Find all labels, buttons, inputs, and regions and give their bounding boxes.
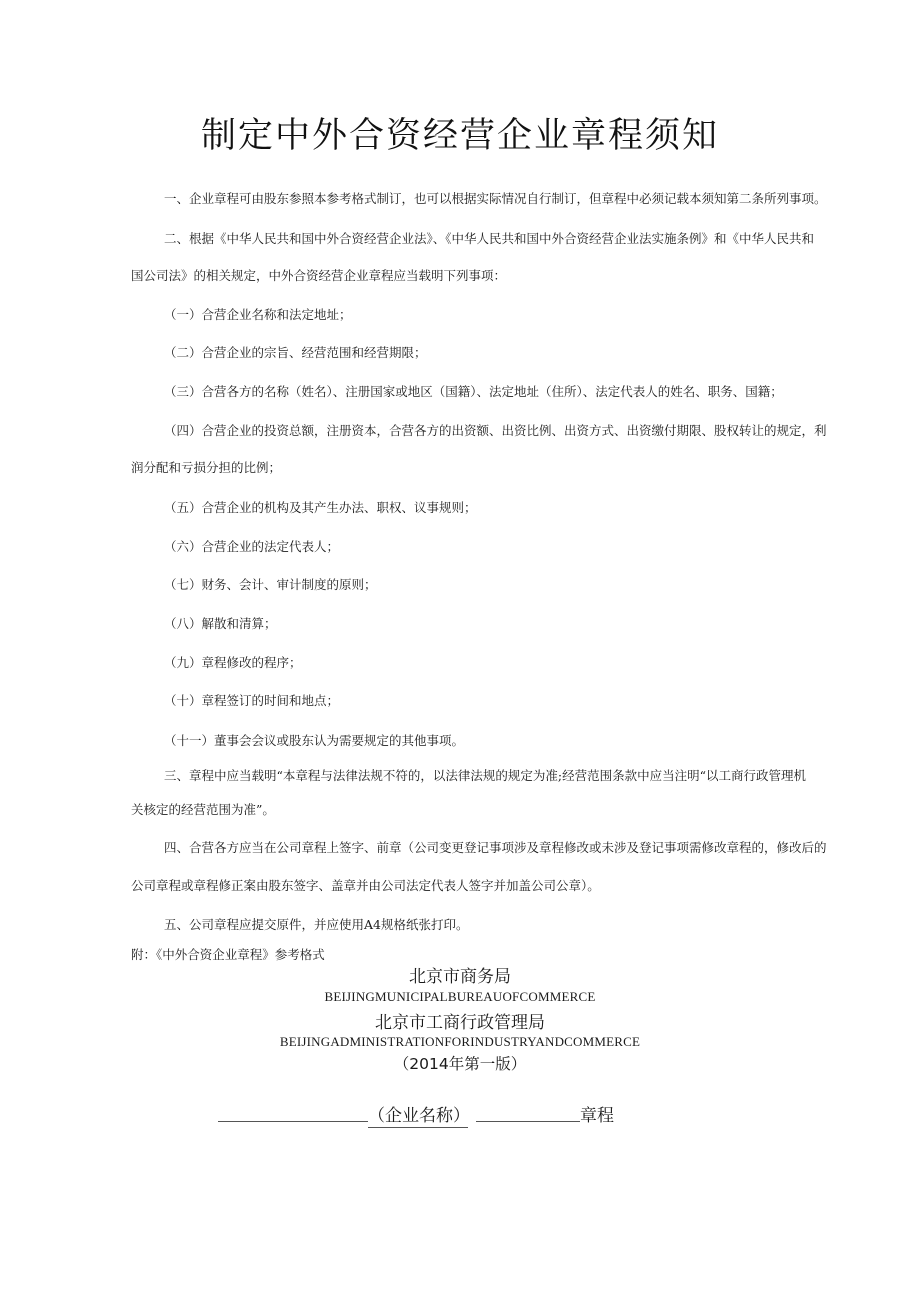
item-9: （九）章程修改的程序； (164, 655, 302, 670)
paragraph-4-line-2: 公司章程或章程修正案由股东签字、盖章并由公司法定代表人签字并加盖公司公章）。 (131, 878, 600, 893)
charter-suffix: 章程 (580, 1106, 614, 1126)
company-name-placeholder: （企业名称） (368, 1101, 468, 1128)
item-4-line-2: 润分配和亏损分担的比例； (131, 460, 282, 475)
edition-label: （2014年第一版） (393, 1055, 527, 1073)
bureau-industry-cn: 北京市工商行政管理局 (375, 1013, 545, 1033)
paragraph-3-line-1: 三、章程中应当载明“本章程与法律法规不符的，以法律法规的规定为准;经营范围条款中应当注明“以工商行政管理机 (164, 768, 806, 783)
paragraph-3-line-2: 关核定的经营范围为准”。 (131, 802, 275, 817)
blank-line (218, 1121, 368, 1122)
appendix-note: 附：《中外合资企业章程》参考格式 (131, 947, 325, 962)
item-10: （十）章程签订的时间和地点； (164, 693, 340, 708)
paragraph-1: 一、企业章程可由股东参照本参考格式制订，也可以根据实际情况自行制订，但章程中必须记载本须知第二条所列事项。 (164, 191, 827, 206)
paragraph-4-line-1: 四、合营各方应当在公司章程上签字、前章（公司变更登记事项涉及章程修改或未涉及登记事项需修改章程的，修改后的 (164, 840, 827, 855)
item-2: （二）合营企业的宗旨、经营范围和经营期限； (164, 345, 427, 360)
bureau-commerce-cn: 北京市商务局 (409, 967, 511, 987)
item-7: （七）财务、会计、审计制度的原则； (164, 577, 377, 592)
blank-line (476, 1121, 580, 1122)
item-6: （六）合营企业的法定代表人； (164, 539, 340, 554)
item-8: （八）解散和清算； (164, 616, 277, 631)
item-4-line-1: （四）合营企业的投资总额，注册资本，合营各方的出资额、出资比例、出资方式、出资缴付期限、股权转让的规定，利 (164, 423, 827, 438)
item-11: （十一）董事会会议或股东认为需要规定的其他事项。 (164, 733, 465, 748)
charter-title (218, 1101, 618, 1126)
bureau-commerce-en: BEIJINGMUNICIPALBUREAUOFCOMMERCE (324, 989, 596, 1004)
item-5: （五）合营企业的机构及其产生办法、职权、议事规则； (164, 500, 477, 515)
paragraph-2-line-1: 二、根据《中华人民共和国中外合资经营企业法》、《中华人民共和国中外合资经营企业法实施条例》和《中华人民共和 (164, 231, 815, 246)
paragraph-2-line-2: 国公司法》的相关规定，中外合资经营企业章程应当载明下列事项： (131, 268, 507, 283)
page-title: 制定中外合资经营企业章程须知 (200, 116, 719, 156)
bureau-industry-en: BEIJINGADMINISTRATIONFORINDUSTRYANDCOMMERCE (279, 1034, 641, 1049)
item-1: （一）合营企业名称和法定地址； (164, 307, 352, 322)
paragraph-5: 五、公司章程应提交原件，并应使用A4规格纸张打印。 (164, 917, 469, 932)
item-3: （三）合营各方的名称（姓名）、注册国家或地区（国籍）、法定地址（住所）、法定代表人的姓名、职务、国籍； (164, 384, 783, 399)
